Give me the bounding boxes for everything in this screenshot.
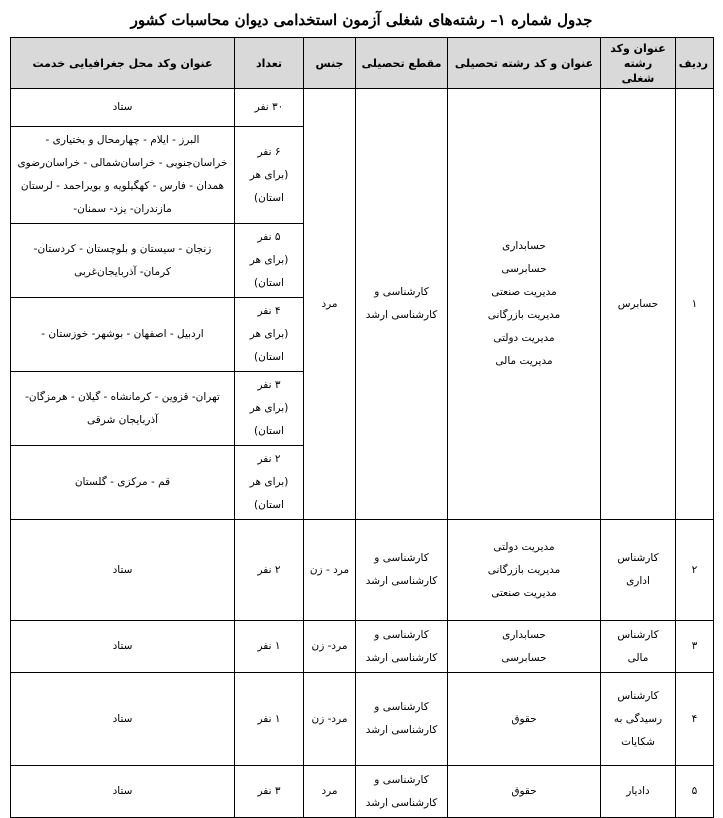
location: قم - مرکزی - گلستان — [11, 446, 235, 520]
count: ۱ نفر — [235, 621, 304, 673]
field-list: حسابداری حسابرسی مدیریت صنعتی مدیریت بازرگانی مدیریت دولتی مدیریت مالی — [448, 89, 601, 520]
location: زنجان - سیستان و بلوچستان - کردستان- کرمان- آذربایجان‌غربی — [11, 224, 235, 298]
location: ستاد — [11, 766, 235, 818]
field-list: مدیریت دولتی مدیریت بازرگانی مدیریت صنعتی — [448, 520, 601, 621]
degree: کارشناسی و کارشناسی ارشد — [356, 89, 448, 520]
header-row — [11, 38, 714, 89]
gender: مرد- زن — [304, 621, 356, 673]
location: ستاد — [11, 520, 235, 621]
location: ستاد — [11, 673, 235, 766]
job-title: دادیار — [601, 766, 676, 818]
count: ۵ نفر (برای هر استان) — [235, 224, 304, 298]
table-row — [11, 673, 714, 766]
degree: کارشناسی و کارشناسی ارشد — [356, 520, 448, 621]
header-job: عنوان وکد رشته شغلی — [601, 38, 676, 89]
jobs-table — [10, 37, 714, 818]
degree: کارشناسی و کارشناسی ارشد — [356, 766, 448, 818]
job-title: حسابرس — [601, 89, 676, 520]
table-row — [11, 621, 714, 673]
count: ۳ نفر (برای هر استان) — [235, 372, 304, 446]
job-title: کارشناس اداری — [601, 520, 676, 621]
header-row-no: ردیف — [676, 38, 714, 89]
location: تهران- قزوین - کرمانشاه - گیلان - هرمزگان- آذربایجان شرقی — [11, 372, 235, 446]
job-title: کارشناس مالی — [601, 621, 676, 673]
location: ستاد — [11, 89, 235, 127]
field-list: حقوق — [448, 673, 601, 766]
job-title: کارشناس رسیدگی به شکایات — [601, 673, 676, 766]
row-number: ۳ — [676, 621, 714, 673]
gender: مرد — [304, 766, 356, 818]
count: ۱ نفر — [235, 673, 304, 766]
degree: کارشناسی و کارشناسی ارشد — [356, 673, 448, 766]
table-row — [11, 766, 714, 818]
row-number: ۲ — [676, 520, 714, 621]
count: ۶ نفر (برای هر استان) — [235, 127, 304, 224]
count: ۴ نفر (برای هر استان) — [235, 298, 304, 372]
row-number: ۱ — [676, 89, 714, 520]
page-title: جدول شماره ۱– رشته‌های شغلی آزمون استخدامی دیوان محاسبات کشور — [130, 11, 593, 29]
count: ۳ نفر — [235, 766, 304, 818]
gender: مرد - زن — [304, 520, 356, 621]
table-row — [11, 520, 714, 621]
location: ستاد — [11, 621, 235, 673]
count: ۳۰ نفر — [235, 89, 304, 127]
count: ۲ نفر (برای هر استان) — [235, 446, 304, 520]
gender: مرد- زن — [304, 673, 356, 766]
count: ۲ نفر — [235, 520, 304, 621]
header-degree: مقطع تحصیلی — [356, 38, 448, 89]
field-list: حسابداری حسابرسی — [448, 621, 601, 673]
location: اردبیل - اصفهان - بوشهر- خوزستان - — [11, 298, 235, 372]
header-field: عنوان و کد رشته تحصیلی — [448, 38, 601, 89]
row-number: ۴ — [676, 673, 714, 766]
degree: کارشناسی و کارشناسی ارشد — [356, 621, 448, 673]
gender: مرد — [304, 89, 356, 520]
field-list: حقوق — [448, 766, 601, 818]
header-count: تعداد — [235, 38, 304, 89]
row-number: ۵ — [676, 766, 714, 818]
header-location: عنوان وکد محل جغرافیایی خدمت — [11, 38, 235, 89]
table-row — [11, 89, 714, 127]
header-gender: جنس — [304, 38, 356, 89]
location: البرز - ایلام - چهارمحال و بختیاری - خراسان‌جنوبی - خراسان‌شمالی - خراسان‌رضوی همدان - فارس - کهگیلویه و بویراحمد - لرستان مازندران- یزد- سمنان- — [11, 127, 235, 224]
